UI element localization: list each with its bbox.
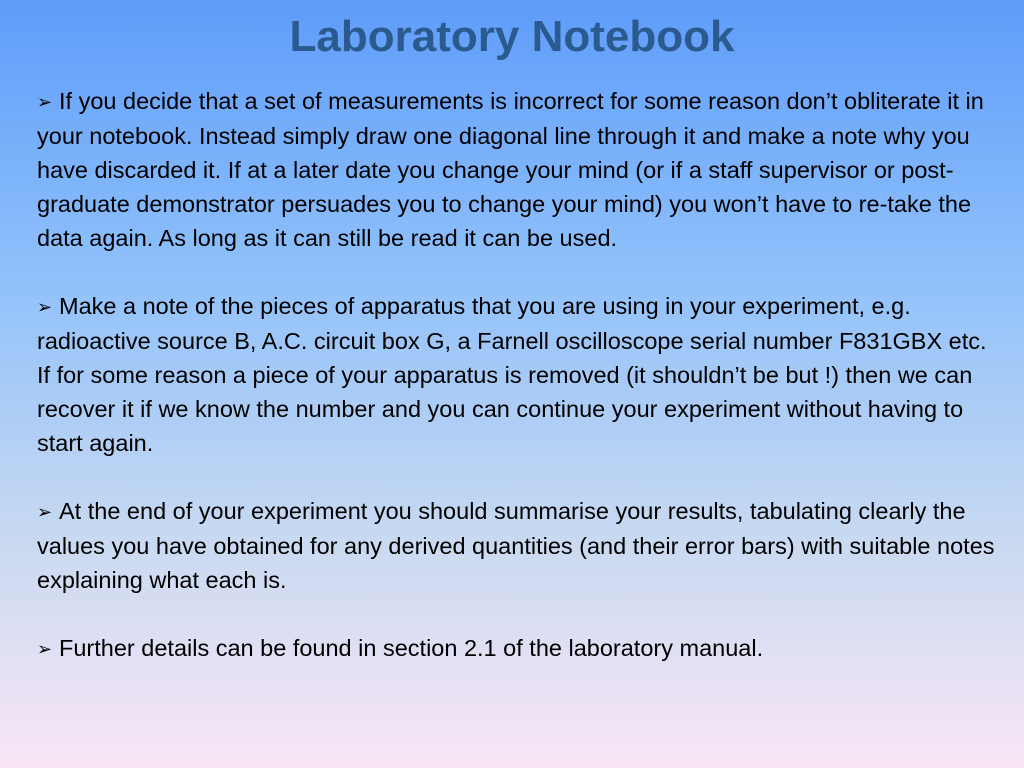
bullet-text: Further details can be found in section 2.1 of the laboratory manual. bbox=[59, 635, 764, 661]
arrow-bullet-icon: ➢ bbox=[37, 297, 53, 317]
bullet-item bbox=[37, 631, 997, 666]
arrow-bullet-icon: ➢ bbox=[37, 639, 53, 659]
bullet-item bbox=[37, 289, 997, 460]
bullet-text: At the end of your experiment you should summarise your results, tabulating clearly the values you have obtained for any derived quantities (and their error bars) with suitable notes explaining what each is. bbox=[37, 498, 995, 593]
bullet-text: Make a note of the pieces of apparatus that you are using in your experiment, e.g. radioactive source B, A.C. circuit box G, a Farnell oscilloscope serial number F831GBX etc. If for some reason a piece of your apparatus is removed (it shouldn’t be but !) then we can recover it if we know the number and you can continue your experiment without having to start again. bbox=[37, 293, 987, 456]
bullet-list bbox=[37, 84, 997, 700]
arrow-bullet-icon: ➢ bbox=[37, 502, 53, 522]
slide-title: Laboratory Notebook bbox=[289, 12, 735, 61]
arrow-bullet-icon: ➢ bbox=[37, 92, 53, 112]
bullet-item bbox=[37, 84, 997, 255]
bullet-text: If you decide that a set of measurements is incorrect for some reason don’t obliterate it in your notebook. Instead simply draw one diagonal line through it and make a note why you have discarded it. If at a later date you change your mind (or if a staff supervisor or post-graduate demonstrator persuades you to change your mind) you won’t have to re-take the data again. As long as it can still be read it can be used. bbox=[37, 88, 984, 251]
bullet-item bbox=[37, 494, 997, 597]
